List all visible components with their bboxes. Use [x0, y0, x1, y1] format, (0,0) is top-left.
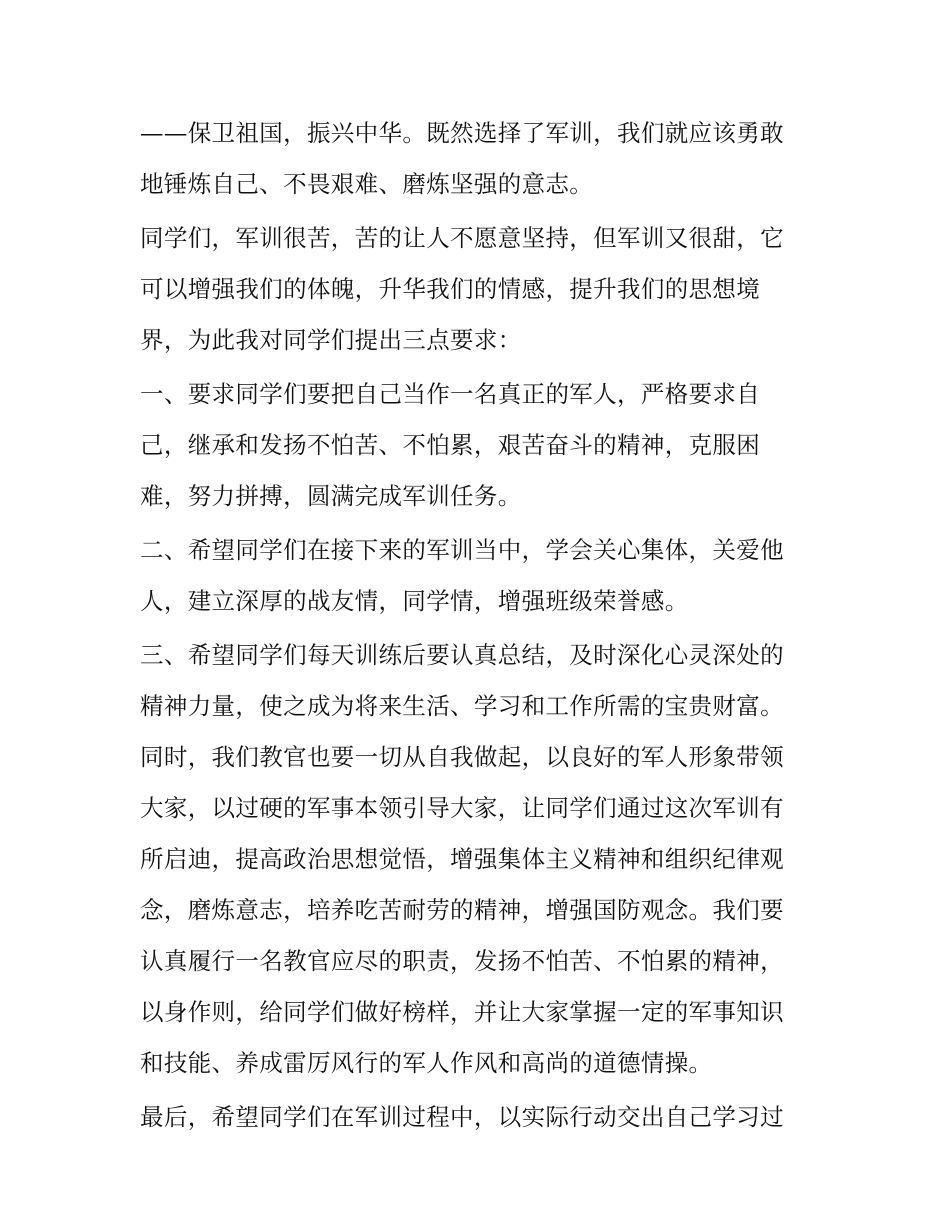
text-line: 三、希望同学们每天训练后要认真总结，及时深化心灵深处的 — [140, 641, 784, 669]
text-line: 地锤炼自己、不畏艰难、磨炼坚强的意志。 — [140, 170, 594, 198]
text-line: 同学们，军训很苦，苦的让人不愿意坚持，但军训又很甜，它 — [140, 224, 784, 252]
text-line: 可以增强我们的体魄，升华我们的情感，提升我们的思想境 — [140, 275, 761, 303]
text-line: 二、希望同学们在接下来的军训当中，学会关心集体，关爱他 — [140, 536, 784, 564]
text-line: 难，努力拼搏，圆满完成军训任务。 — [140, 482, 522, 510]
text-line: 以身作则，给同学们做好榜样，并让大家掌握一定的军事知识 — [140, 998, 784, 1026]
text-line: ——保卫祖国，振兴中华。既然选择了军训，我们就应该勇敢 — [140, 119, 784, 147]
text-line: 同时，我们教官也要一切从自我做起，以良好的军人形象带领 — [140, 743, 784, 771]
text-line: 和技能、养成雷厉风行的军人作风和高尚的道德情操。 — [140, 1049, 713, 1077]
text-line: 己，继承和发扬不怕苦、不怕累，艰苦奋斗的精神，克服困 — [140, 431, 761, 459]
text-line: 一、要求同学们要把自己当作一名真正的军人，严格要求自 — [140, 380, 761, 408]
text-line: 所启迪，提高政治思想觉悟，增强集体主义精神和组织纪律观 — [140, 845, 784, 873]
body-text — [140, 108, 830, 1143]
text-line: 界，为此我对同学们提出三点要求： — [140, 326, 522, 354]
text-line: 大家，以过硬的军事本领引导大家，让同学们通过这次军训有 — [140, 794, 784, 822]
text-line: 人，建立深厚的战友情，同学情，增强班级荣誉感。 — [140, 587, 689, 615]
text-line: 认真履行一名教官应尽的职责，发扬不怕苦、不怕累的精神， — [140, 947, 784, 975]
text-line: 最后，希望同学们在军训过程中，以实际行动交出自己学习过 — [140, 1103, 784, 1131]
text-line: 念，磨炼意志，培养吃苦耐劳的精神，增强国防观念。我们要 — [140, 896, 784, 924]
text-line: 精神力量，使之成为将来生活、学习和工作所需的宝贵财富。 — [140, 692, 784, 720]
